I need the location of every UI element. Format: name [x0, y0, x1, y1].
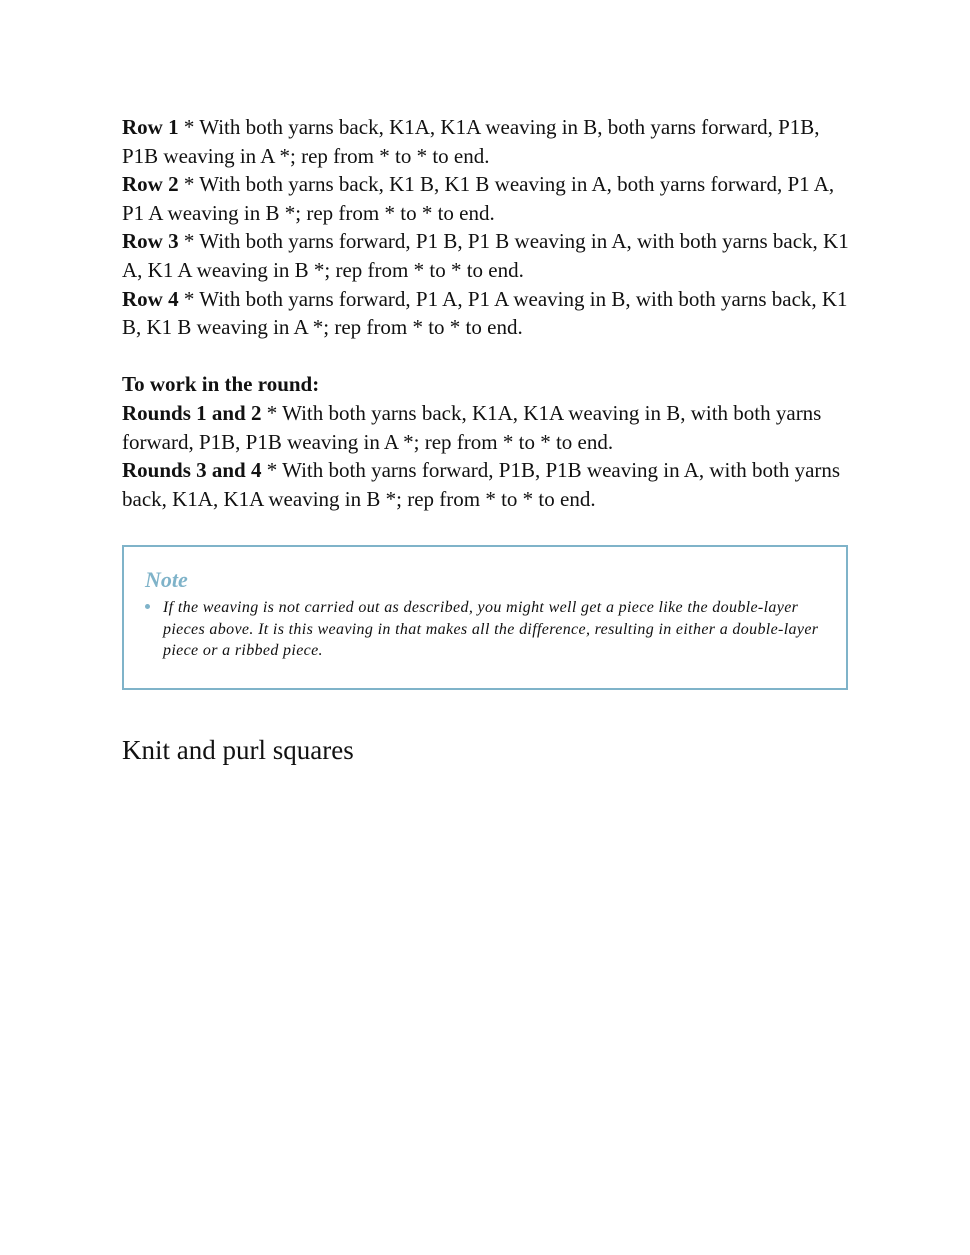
row-text: * With both yarns back, K1 B, K1 B weaving in A, both yarns forward, P1 A, P1 A weaving in B *; rep from * to * to end.	[122, 172, 835, 225]
round-heading: To work in the round:	[122, 372, 320, 397]
row-label: Row 1	[122, 115, 179, 139]
row-text: * With both yarns back, K1A, K1A weaving in B, both yarns forward, P1B, P1B weaving in A *; rep from * to * to end.	[122, 115, 820, 168]
row-text: * With both yarns forward, P1 B, P1 B weaving in A, with both yarns back, K1 A, K1 A weaving in B *; rep from * to * to end.	[122, 229, 849, 282]
round-text: * With both yarns back, K1A, K1A weaving in B, with both yarns forward, P1B, P1B weaving in A *; rep from * to * to end.	[122, 400, 822, 454]
instructions-body	[122, 113, 852, 513]
row-label: Row 2	[122, 172, 179, 197]
row-4-instruction	[122, 285, 852, 342]
section-heading: Knit and purl squares	[122, 735, 354, 765]
rounds-3-4-instruction	[122, 456, 852, 513]
note-title: Note	[145, 567, 188, 592]
rounds-1-2-instruction	[122, 399, 852, 456]
round-label: Rounds 1 and 2	[122, 400, 262, 425]
note-item	[145, 597, 827, 662]
row-3-instruction	[122, 227, 852, 284]
row-label: Row 4	[122, 286, 179, 311]
row-label: Row 3	[122, 229, 179, 254]
row-1-instruction	[122, 113, 852, 170]
note-box	[122, 545, 848, 690]
round-label: Rounds 3 and 4	[122, 458, 262, 483]
row-2-instruction	[122, 170, 852, 227]
row-text: * With both yarns forward, P1 A, P1 A weaving in B, with both yarns back, K1 B, K1 B weaving in A *; rep from * to * to end.	[122, 286, 848, 340]
note-list	[145, 597, 827, 662]
bullet-icon	[145, 604, 150, 609]
note-text: If the weaving is not carried out as described, you might well get a piece like the double-layer pieces above. It is this weaving in that makes all the difference, resulting in either a double-layer piece or a ribbed piece.	[163, 599, 819, 659]
round-text: * With both yarns forward, P1B, P1B weaving in A, with both yarns back, K1A, K1A weaving in B *; rep from * to * to end.	[122, 458, 841, 511]
